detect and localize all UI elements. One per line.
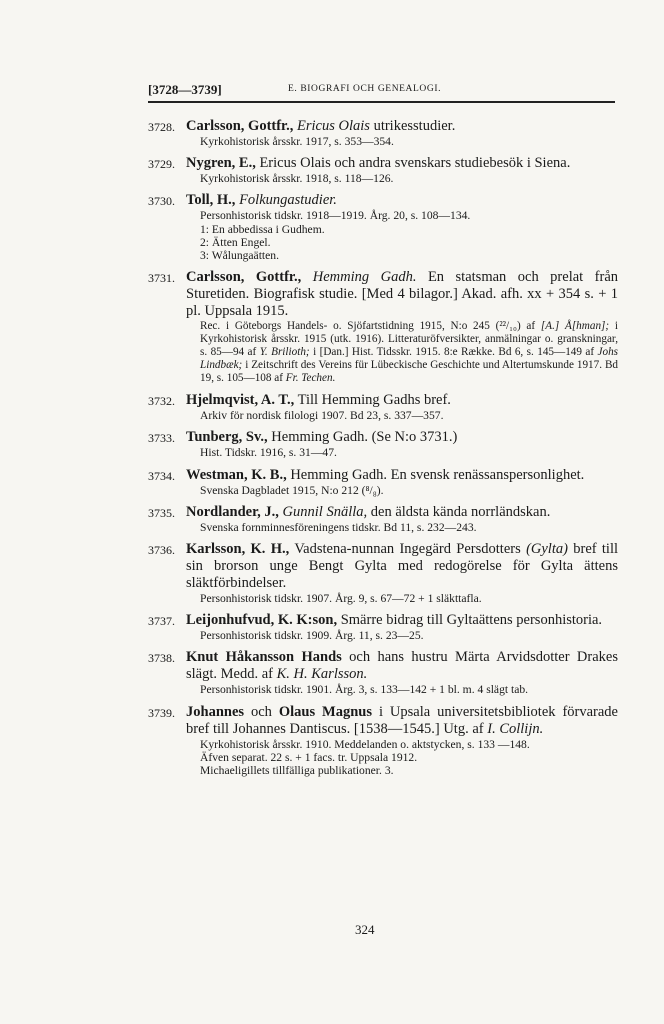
entry-note: Arkiv för nordisk filologi 1907. Bd 23, s. 337—357. — [200, 409, 444, 423]
entry-note: Hist. Tidskr. 1916, s. 31—47. — [200, 446, 337, 460]
entry-title-italic: Hemming Gadh. — [312, 269, 417, 286]
review-text: i Zeitschrift des Vereins für Lübeckische Geschichte und Altertumskunde 1917. Bd 19, s. 105—108 af — [200, 359, 619, 385]
entry-number: 3730. — [148, 194, 175, 209]
entry-author: Johannes — [186, 703, 245, 720]
entry-title: En statsman och prelat från Sturetiden. Biografisk studie. [Med 4 bilagor.] Akad. afh. xx + 354 s. + 1 pl. Uppsala 1915. — [186, 269, 619, 320]
entry-citation — [186, 541, 618, 592]
entry-title: och hans hustru Märta Arvidsdotter Drakes slägt. Medd. af — [186, 649, 618, 683]
entry-citation — [186, 467, 618, 484]
running-header — [148, 76, 615, 102]
review-author: Johs Lindbæk; — [200, 346, 619, 372]
entry-title-italic: Gunnil Snälla, — [282, 503, 368, 520]
bibliography-list — [148, 118, 618, 784]
entry-citation — [186, 429, 618, 446]
entry-title: utrikesstudier. — [373, 118, 456, 134]
entry-title: i Upsala universitetsbibliotek förvarade bref till Johannes Dantiscus. [1538—1545.] Utg. af — [186, 703, 618, 737]
entry-number: 3739. — [148, 705, 175, 720]
entry-author: Tunberg, Sv., — [186, 429, 268, 446]
entry-citation — [186, 192, 618, 209]
entry-title-italic: (Gylta) — [526, 541, 568, 558]
entry-3739 — [148, 704, 618, 778]
entry-citation — [186, 649, 618, 683]
review-text: i [Dan.] Hist. Tidsskr. 1915. 8:e Række. Bd 6, s. 145—149 af — [313, 346, 595, 359]
section-title: E. BIOGRAFI OCH GENEALOGI. — [288, 84, 442, 94]
entry-number: 3736. — [148, 543, 175, 558]
entry-note: Svenska fornminnesföreningens tidskr. Bd 11, s. 232—243. — [200, 520, 477, 534]
review-author: Y. Brilioth; — [259, 346, 310, 359]
entry-title: Smärre bidrag till Gyltaättens personhistoria. — [340, 612, 603, 629]
entry-number: 3735. — [148, 505, 175, 520]
entry-subpart: 3: Wålungaätten. — [200, 249, 279, 263]
entry-range: [3728—3739] — [148, 82, 222, 97]
entry-3729 — [148, 155, 618, 185]
entry-number: 3733. — [148, 431, 175, 446]
entry-note: Äfven separat. 22 s. + 1 facs. tr. Uppsala 1912. — [200, 750, 418, 764]
entry-3728 — [148, 118, 618, 148]
entry-note: Svenska Dagbladet 1915, N:o 212 (⁸/₈). — [200, 483, 384, 497]
entry-title: Hemming Gadh. (Se N:o 3731.) — [271, 429, 458, 446]
entry-3737 — [148, 612, 618, 642]
entry-note: Personhistorisk tidskr. 1907. Årg. 9, s. 67—72 + 1 släkttafla. — [200, 592, 482, 606]
entry-number: 3729. — [148, 157, 175, 172]
entry-author: Knut Håkansson Hands — [186, 649, 342, 666]
entry-title-italic: Ericus Olais — [297, 118, 370, 134]
entry-note: Personhistorisk tidskr. 1901. Årg. 3, s. 133—142 + 1 bl. m. 4 slägt tab. — [200, 683, 529, 697]
entry-author: Hjelmqvist, A. T., — [186, 392, 295, 409]
entry-citation — [186, 269, 618, 320]
entry-note: Kyrkohistorisk årsskr. 1917, s. 353—354. — [200, 135, 394, 148]
entry-citation — [186, 155, 618, 172]
entry-number: 3734. — [148, 468, 175, 483]
entry-note: Personhistorisk tidskr. 1918—1919. Årg. 20, s. 108—134. — [200, 209, 471, 223]
entry-citation — [186, 118, 618, 135]
entry-subpart: 1: En abbedissa i Gudhem. — [200, 222, 325, 236]
entry-3738 — [148, 649, 618, 696]
entry-3730 — [148, 192, 618, 262]
entry-citation — [186, 392, 618, 409]
entry-number: 3738. — [148, 651, 175, 666]
entry-author: Toll, H., — [186, 192, 236, 209]
entry-3734 — [148, 467, 618, 497]
entry-author: Leijonhufvud, K. K:son, — [186, 612, 338, 629]
entry-number: 3737. — [148, 614, 175, 629]
entry-author: Karlsson, K. H., — [186, 541, 290, 558]
entry-note: Michaeligillets tillfälliga publikationer. 3. — [200, 764, 394, 778]
entry-citation — [186, 704, 618, 738]
entry-title: Hemming Gadh. En svensk renässanspersonlighet. — [290, 466, 585, 483]
entry-author: Carlsson, Gottfr., — [186, 118, 294, 134]
entry-3735 — [148, 504, 618, 534]
entry-note: Kyrkohistorisk årsskr. 1918, s. 118—126. — [200, 172, 394, 186]
entry-editor: I. Collijn. — [487, 720, 544, 737]
entry-reviews — [186, 320, 618, 385]
page-number: 324 — [355, 922, 375, 937]
entry-title: Ericus Olais och andra svenskars studiebesök i Siena. — [259, 155, 571, 172]
entry-author: Nordlander, J., — [186, 503, 279, 520]
entry-note: Personhistorisk tidskr. 1909. Årg. 11, s. 23—25. — [200, 629, 424, 643]
entry-title: bref till sin brorson unge Bengt Gylta med redogörelse för Gylta ättens släktförbindelser. — [186, 541, 619, 592]
entry-number: 3728. — [148, 120, 175, 134]
entry-author: Westman, K. B., — [186, 466, 287, 483]
entry-citation — [186, 504, 618, 521]
entry-3732 — [148, 392, 618, 422]
entry-author: Olaus Magnus — [278, 703, 373, 720]
header-rule — [148, 101, 615, 103]
entry-number: 3732. — [148, 394, 175, 409]
entry-citation — [186, 612, 618, 629]
entry-3736 — [148, 541, 618, 605]
entry-title-italic: Folkungastudier. — [239, 192, 337, 209]
review-text: Rec. i Göteborgs Handels- o. Sjöfartstidning 1915, N:o 245 (²²/₁₀) af — [200, 320, 536, 333]
entry-connector: och — [250, 703, 272, 720]
entry-title: Vadstena-nunnan Ingegärd Persdotters — [294, 541, 521, 558]
entry-editor: K. H. Karlsson. — [276, 666, 368, 683]
entry-title: Till Hemming Gadhs bref. — [297, 392, 451, 409]
entry-title: den äldsta kända norrländskan. — [370, 503, 551, 520]
entry-author: Carlsson, Gottfr., — [186, 269, 302, 286]
review-text: i Kyrkohistorisk årsskr. 1915 (utk. 1916). Litteraturöfversikter, anmälningar o. granskningar, s. 85—94 af — [200, 320, 618, 359]
entry-author: Nygren, E., — [186, 155, 256, 172]
review-author: Fr. Techen. — [285, 372, 336, 385]
entry-subpart: 2: Ätten Engel. — [200, 235, 271, 249]
entry-3731 — [148, 269, 618, 385]
entry-number: 3731. — [148, 271, 175, 286]
entry-note: Kyrkohistorisk årsskr. 1910. Meddelanden o. aktstycken, s. 133 —148. — [200, 737, 530, 751]
entry-3733 — [148, 429, 618, 459]
review-author: [A.] Å[hman]; — [540, 320, 610, 333]
